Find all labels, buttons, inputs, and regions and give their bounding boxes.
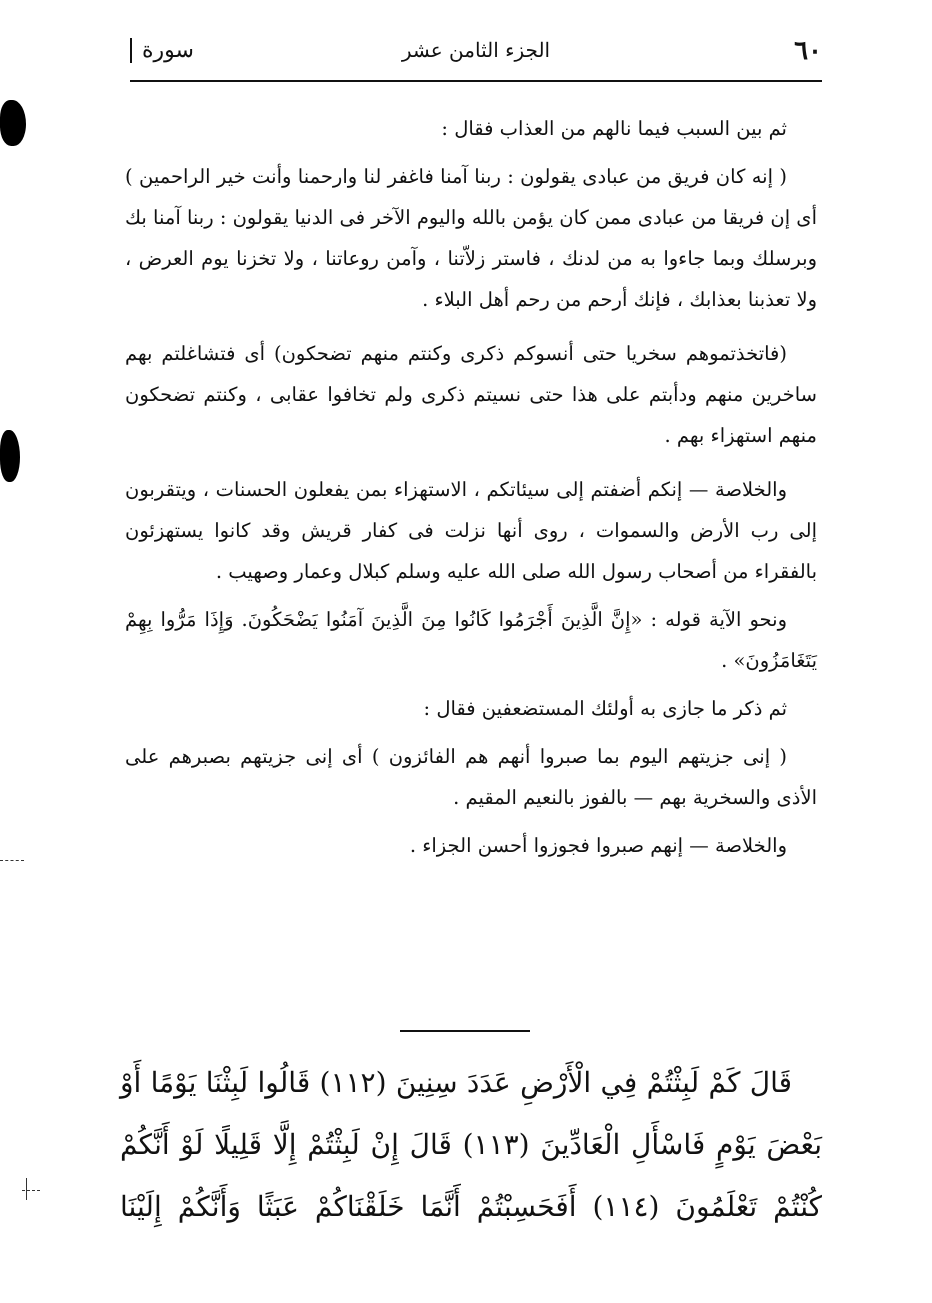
scan-blot — [0, 430, 20, 482]
commentary-paragraph: والخلاصة — إنهم صبروا فجوزوا أحسن الجزاء . — [409, 834, 787, 857]
page-number: ٦٠ — [794, 36, 822, 66]
commentary-paragraph: ( إنى جزيتهم اليوم بما صبروا أنهم هم الفائزون ) أى إنى جزيتهم بصبرهم على الأذى والسخرية بهم — بالفوز بالنعيم المقيم . — [125, 745, 817, 809]
header-rule — [130, 80, 822, 82]
margin-mark — [0, 860, 24, 861]
commentary-paragraph: ونحو الآية قوله : «إِنَّ الَّذِينَ أَجْرَمُوا كَانُوا مِنَ الَّذِينَ آمَنُوا يَضْحَكُونَ. وَإِذَا مَرُّوا بِهِمْ يَتَغَامَزُونَ» . — [125, 608, 817, 672]
commentary-paragraph: والخلاصة — إنكم أضفتم إلى سيئاتكم ، الاستهزاء بمن يفعلون الحسنات ، ويتقربون إلى رب الأرض والسموات ، روى أنها نزلت فى كفار قريش وقد كانوا يستهزئون بالفقراء من أصحاب رسول الله صلى الله عليه وسلم كبلال وعمار وصهيب . — [125, 478, 817, 583]
quran-verse-text: قَالَ كَمْ لَبِثْتُمْ فِي الْأَرْضِ عَدَدَ سِنِينَ (١١٢) قَالُوا لَبِثْنَا يَوْمًا أَوْ بَعْضَ يَوْمٍ فَاسْأَلِ الْعَادِّينَ (١١٣) قَالَ إِنْ لَبِثْتُمْ إِلَّا قَلِيلًا لَوْ أَنَّكُمْ كُنْتُمْ تَعْلَمُونَ (١١٤) أَفَحَسِبْتُمْ أَنَّمَا خَلَقْنَاكُمْ عَبَثًا وَأَنَّكُمْ إِلَيْنَا — [120, 1066, 822, 1223]
commentary-section — [125, 108, 817, 873]
margin-mark — [22, 1190, 40, 1191]
commentary-paragraph: ثم ذكر ما جازى به أولئك المستضعفين فقال : — [423, 697, 787, 720]
section-divider — [400, 1030, 530, 1032]
commentary-paragraph: (فاتخذتموهم سخريا حتى أنسوكم ذكرى وكنتم منهم تضحكون) أى فتشاغلتم بهم ساخرين منهم ودأبتم على هذا حتى نسيتم ذكرى ولم تخافوا عقابى ، وكنتم تضحكون منهم استهزاء بهم . — [125, 342, 817, 447]
surah-label: سورة — [130, 38, 194, 63]
margin-mark — [26, 1178, 27, 1200]
running-header — [130, 28, 822, 78]
commentary-paragraph: ثم بين السبب فيما نالهم من العذاب فقال : — [441, 117, 787, 140]
scan-blot — [0, 100, 26, 146]
juz-title: الجزء الثامن عشر — [401, 38, 551, 62]
commentary-paragraph: ( إنه كان فريق من عبادى يقولون : ربنا آمنا فاغفر لنا وارحمنا وأنت خير الراحمين ) أى إن فريقا من عبادى ممن كان يؤمن بالله واليوم الآخر فى الدنيا يقولون : ربنا آمنا بك وبرسلك وبما جاءوا به من لدنك ، فاستر زلاّتنا ، وآمن روعاتنا ، ولا تخزنا يوم العرض ، ولا تعذبنا بعذابك ، فإنك أرحم من رحم أهل البلاء . — [125, 165, 817, 311]
quran-verses — [120, 1052, 822, 1238]
